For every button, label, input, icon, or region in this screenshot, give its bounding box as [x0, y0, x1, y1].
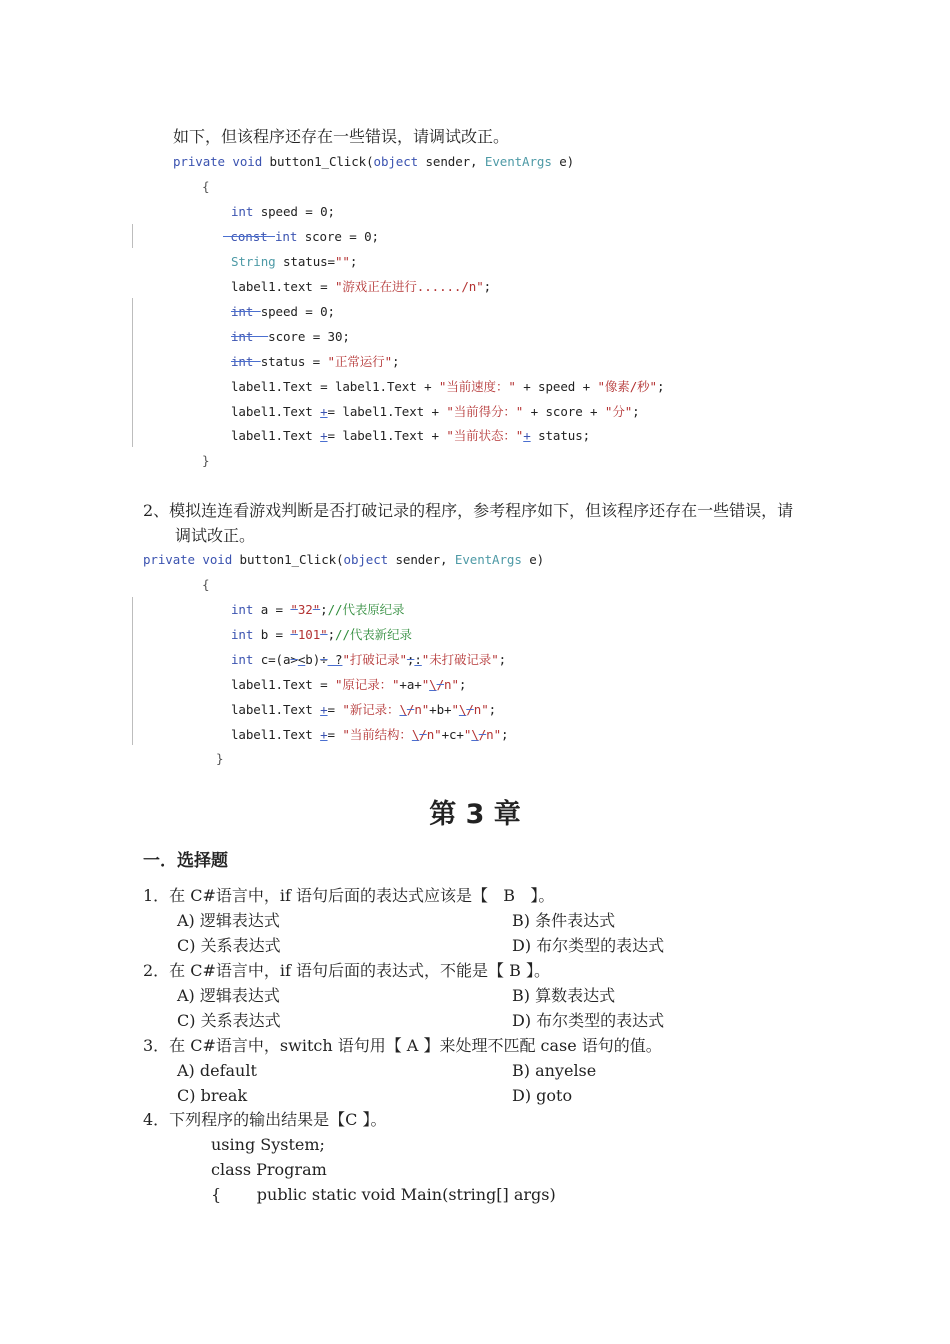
option-c: C) 关系表达式 — [177, 1011, 281, 1030]
close-brace-1: } — [202, 453, 210, 468]
section-heading: 一．选择题 — [143, 851, 228, 871]
code-line: label1.Text += "新记录：\/n"+b+"\/n"; — [231, 702, 497, 717]
code-line: label1.Text += label1.Text + "当前状态："+ status; — [231, 428, 591, 443]
option-c: C) break — [177, 1086, 248, 1105]
code-line: int speed = 0; — [231, 204, 335, 219]
option-c: C) 关系表达式 — [177, 936, 281, 955]
option-b: B) anyelse — [512, 1061, 597, 1080]
option-d: D) 布尔类型的表达式 — [512, 1011, 665, 1030]
option-a: A) default — [177, 1061, 257, 1080]
program-line: { public static void Main(string[] args) — [211, 1185, 556, 1204]
close-brace-2: } — [216, 751, 224, 766]
question-2-line1: 2、模拟连连看游戏判断是否打破记录的程序，参考程序如下，但该程序还存在一些错误，请 — [143, 501, 794, 520]
change-bar — [132, 224, 133, 248]
code-line: const int score = 0; — [223, 229, 379, 244]
open-brace-2: { — [202, 577, 210, 592]
method-signature-1: private void button1_Click(object sender, EventArgs e) — [173, 154, 575, 169]
code-line: int c=(a><b)÷ ?"打破记录";:"未打破记录"; — [231, 652, 507, 667]
change-bar — [132, 298, 133, 447]
code-line: int b = "101";//代表新纪录 — [231, 627, 412, 642]
option-b: B) 条件表达式 — [512, 911, 616, 930]
question-stem: 1．在 C#语言中，if 语句后面的表达式应该是【 B 】。 — [143, 886, 555, 905]
program-line: using System; — [211, 1135, 325, 1154]
option-d: D) goto — [512, 1086, 573, 1105]
question-stem: 3．在 C#语言中，switch 语句用【 A 】来处理不匹配 case 语句的值。 — [143, 1036, 662, 1055]
option-b: B) 算数表达式 — [512, 986, 616, 1005]
code-line: int score = 30; — [231, 329, 350, 344]
code-line: label1.Text = label1.Text + "当前速度：" + speed + "像素/秒"; — [231, 379, 665, 394]
code-line: int speed = 0; — [231, 304, 335, 319]
program-line: class Program — [211, 1160, 327, 1179]
question-stem: 2．在 C#语言中，if 语句后面的表达式，不能是【 B 】。 — [143, 961, 550, 980]
change-bar — [132, 597, 133, 745]
option-d: D) 布尔类型的表达式 — [512, 936, 665, 955]
code-line: int a = "32";//代表原纪录 — [231, 602, 405, 617]
chapter-title: 第 3 章 — [429, 799, 521, 830]
question-stem: 4．下列程序的输出结果是【C 】。 — [143, 1110, 387, 1129]
option-a: A) 逻辑表达式 — [177, 986, 280, 1005]
method-signature-2: private void button1_Click(object sender, EventArgs e) — [143, 552, 545, 567]
code-line: label1.Text += "当前结构：\/n"+c+"\/n"; — [231, 727, 509, 742]
code-line: label1.text = "游戏正在进行....../n"; — [231, 279, 492, 294]
intro-text: 如下，但该程序还存在一些错误，请调试改正。 — [173, 127, 510, 146]
question-2-line2: 调试改正。 — [175, 526, 256, 545]
code-line: label1.Text = "原记录："+a+"\/n"; — [231, 677, 467, 692]
code-line: String status=""; — [231, 254, 358, 269]
open-brace-1: { — [202, 179, 210, 194]
code-line: label1.Text += label1.Text + "当前得分：" + score + "分"; — [231, 404, 640, 419]
option-a: A) 逻辑表达式 — [177, 911, 280, 930]
code-line: int status = "正常运行"; — [231, 354, 400, 369]
